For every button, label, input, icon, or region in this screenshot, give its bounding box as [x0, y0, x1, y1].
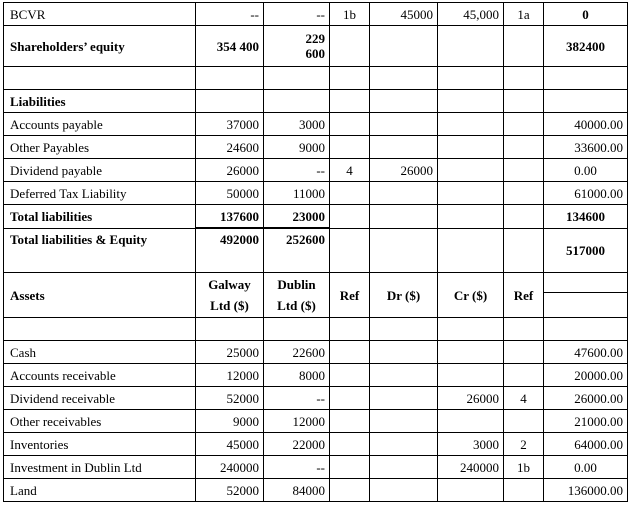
galway-cell: 52000	[196, 479, 264, 502]
ref-cell	[504, 364, 544, 387]
cr-cell	[438, 364, 504, 387]
dublin-cell: 12000	[264, 410, 330, 433]
dublin-cell: --	[264, 159, 330, 182]
divider	[544, 292, 627, 293]
galway-cell: 50000	[196, 182, 264, 205]
ref-cell	[504, 182, 544, 205]
blank-cell	[438, 90, 504, 113]
dr-cell	[370, 479, 438, 502]
table-row	[4, 364, 628, 387]
consolidated-cell: 26000.00	[544, 387, 628, 410]
ref-cell: 1b	[504, 456, 544, 479]
consolidated-cell: 20000.00	[544, 364, 628, 387]
table-row	[4, 26, 628, 67]
row-label: Total liabilities & Equity	[4, 228, 196, 273]
blank-cell	[4, 67, 196, 90]
dr-cell: 45000	[370, 3, 438, 26]
dublin-cell: --	[264, 387, 330, 410]
table-row	[4, 113, 628, 136]
cr-cell	[438, 159, 504, 182]
consolidation-worksheet-table	[3, 2, 628, 502]
galway-cell: 240000	[196, 456, 264, 479]
header-line-1: Galway	[208, 277, 251, 292]
table-row	[4, 341, 628, 364]
ref-cell	[330, 113, 370, 136]
header-line-2: Ltd ($)	[210, 298, 249, 313]
dr-cell	[370, 205, 438, 229]
header-line-1: Dublin	[277, 277, 316, 292]
consolidated-cell: 47600.00	[544, 341, 628, 364]
galway-cell: 9000	[196, 410, 264, 433]
cr-cell: 240000	[438, 456, 504, 479]
dr-cell	[370, 387, 438, 410]
consolidated-cell: 134600	[544, 205, 628, 229]
blank-cell	[196, 90, 264, 113]
blank-cell	[544, 90, 628, 113]
column-header-ref: Ref	[504, 273, 544, 318]
consolidated-cell: 64000.00	[544, 433, 628, 456]
row-label: Land	[4, 479, 196, 502]
table-row	[4, 205, 628, 229]
cr-cell	[438, 205, 504, 229]
blank-cell	[370, 67, 438, 90]
assets-heading: Assets	[4, 273, 196, 318]
dr-cell	[370, 228, 438, 273]
row-label: Investment in Dublin Ltd	[4, 456, 196, 479]
column-header-dr: Dr ($)	[370, 273, 438, 318]
ref-cell	[504, 479, 544, 502]
ref-cell	[330, 182, 370, 205]
dublin-cell: --	[264, 456, 330, 479]
column-header-cr: Cr ($)	[438, 273, 504, 318]
table-row	[4, 318, 628, 341]
blank-cell	[330, 67, 370, 90]
blank-cell	[504, 318, 544, 341]
blank-cell	[504, 67, 544, 90]
consolidated-cell: 40000.00	[544, 113, 628, 136]
section-heading: Liabilities	[4, 90, 196, 113]
cr-cell	[438, 479, 504, 502]
dr-cell	[370, 113, 438, 136]
ref-cell	[504, 410, 544, 433]
ref-cell	[330, 205, 370, 229]
blank-cell	[330, 90, 370, 113]
galway-cell: 492000	[196, 228, 264, 273]
cr-cell	[438, 26, 504, 67]
ref-cell: 1b	[330, 3, 370, 26]
dr-cell	[370, 26, 438, 67]
blank-cell	[504, 90, 544, 113]
dublin-cell: --	[264, 3, 330, 26]
ref-cell	[504, 228, 544, 273]
table-row	[4, 3, 628, 26]
cr-cell	[438, 182, 504, 205]
galway-cell: 52000	[196, 387, 264, 410]
galway-cell: 24600	[196, 136, 264, 159]
ref-cell	[330, 479, 370, 502]
blank-cell	[544, 318, 628, 341]
row-label: Other Payables	[4, 136, 196, 159]
consolidated-cell: 61000.00	[544, 182, 628, 205]
row-label: Dividend payable	[4, 159, 196, 182]
ref-cell	[504, 136, 544, 159]
dr-cell	[370, 364, 438, 387]
ref-cell: 1a	[504, 3, 544, 26]
cr-cell	[438, 228, 504, 273]
blank-cell	[196, 318, 264, 341]
table-row	[4, 90, 628, 113]
dublin-cell: 252600	[264, 228, 330, 273]
consolidated-cell: 0	[544, 3, 628, 26]
ref-cell	[504, 341, 544, 364]
ref-cell	[504, 113, 544, 136]
ref-cell	[330, 26, 370, 67]
row-label: Accounts receivable	[4, 364, 196, 387]
galway-cell: --	[196, 3, 264, 26]
ref-cell	[330, 136, 370, 159]
ref-cell	[504, 205, 544, 229]
row-label: Cash	[4, 341, 196, 364]
column-header-ref: Ref	[330, 273, 370, 318]
blank-cell	[438, 67, 504, 90]
dublin-cell	[264, 26, 330, 67]
dr-cell	[370, 182, 438, 205]
header-line-2: Ltd ($)	[277, 298, 316, 313]
row-label: Dividend receivable	[4, 387, 196, 410]
dublin-cell: 23000	[264, 205, 330, 229]
ref-cell	[330, 410, 370, 433]
dublin-cell: 11000	[264, 182, 330, 205]
blank-cell	[438, 318, 504, 341]
galway-cell: 354 400	[196, 26, 264, 67]
table-row	[4, 456, 628, 479]
blank-cell	[4, 318, 196, 341]
galway-cell: 45000	[196, 433, 264, 456]
table-row	[4, 182, 628, 205]
ref-cell: 2	[504, 433, 544, 456]
galway-cell: 137600	[196, 205, 264, 229]
ref-cell	[330, 364, 370, 387]
table-row	[4, 159, 628, 182]
ref-cell	[504, 159, 544, 182]
row-label: Other receivables	[4, 410, 196, 433]
column-header-galway	[196, 273, 264, 318]
dr-cell	[370, 410, 438, 433]
galway-cell: 12000	[196, 364, 264, 387]
blank-cell	[544, 67, 628, 90]
dublin-cell: 22000	[264, 433, 330, 456]
dublin-line-1: 229	[305, 31, 325, 46]
consolidated-cell: 0.00	[544, 456, 628, 479]
ref-cell: 4	[330, 159, 370, 182]
dublin-cell: 22600	[264, 341, 330, 364]
ref-cell	[330, 228, 370, 273]
dr-cell	[370, 341, 438, 364]
blank-cell	[370, 318, 438, 341]
dr-cell	[370, 433, 438, 456]
row-label: Accounts payable	[4, 113, 196, 136]
galway-cell: 37000	[196, 113, 264, 136]
table-row	[4, 479, 628, 502]
dr-cell: 26000	[370, 159, 438, 182]
dr-cell	[370, 456, 438, 479]
table-row	[4, 410, 628, 433]
consolidated-cell: 517000	[544, 228, 628, 273]
cr-cell	[438, 410, 504, 433]
ref-cell	[330, 433, 370, 456]
cr-cell	[438, 341, 504, 364]
table-header-row	[4, 273, 628, 318]
ref-cell: 4	[504, 387, 544, 410]
cr-cell: 26000	[438, 387, 504, 410]
dr-cell	[370, 136, 438, 159]
table-row	[4, 67, 628, 90]
cr-cell	[438, 113, 504, 136]
blank-cell	[264, 90, 330, 113]
cr-cell: 3000	[438, 433, 504, 456]
row-label: Total liabilities	[4, 205, 196, 229]
row-label: Shareholders’ equity	[4, 26, 196, 67]
dublin-cell: 9000	[264, 136, 330, 159]
ref-cell	[504, 26, 544, 67]
table-row	[4, 136, 628, 159]
consolidated-cell: 21000.00	[544, 410, 628, 433]
ref-cell	[330, 456, 370, 479]
consolidated-cell: 33600.00	[544, 136, 628, 159]
blank-cell	[264, 67, 330, 90]
galway-cell: 26000	[196, 159, 264, 182]
table-row	[4, 387, 628, 410]
dublin-cell: 3000	[264, 113, 330, 136]
ref-cell	[330, 387, 370, 410]
dublin-line-2: 600	[305, 46, 325, 61]
dublin-cell: 8000	[264, 364, 330, 387]
ref-cell	[330, 341, 370, 364]
consolidated-cell: 0.00	[544, 159, 628, 182]
galway-cell: 25000	[196, 341, 264, 364]
cr-cell	[438, 136, 504, 159]
blank-cell	[544, 273, 628, 318]
consolidated-cell: 136000.00	[544, 479, 628, 502]
row-label: BCVR	[4, 3, 196, 26]
table-row	[4, 433, 628, 456]
dublin-cell: 84000	[264, 479, 330, 502]
blank-cell	[370, 90, 438, 113]
table-row	[4, 228, 628, 273]
cr-cell: 45,000	[438, 3, 504, 26]
row-label: Inventories	[4, 433, 196, 456]
row-label: Deferred Tax Liability	[4, 182, 196, 205]
column-header-dublin	[264, 273, 330, 318]
blank-cell	[330, 318, 370, 341]
blank-cell	[196, 67, 264, 90]
blank-cell	[264, 318, 330, 341]
consolidated-cell: 382400	[544, 26, 628, 67]
